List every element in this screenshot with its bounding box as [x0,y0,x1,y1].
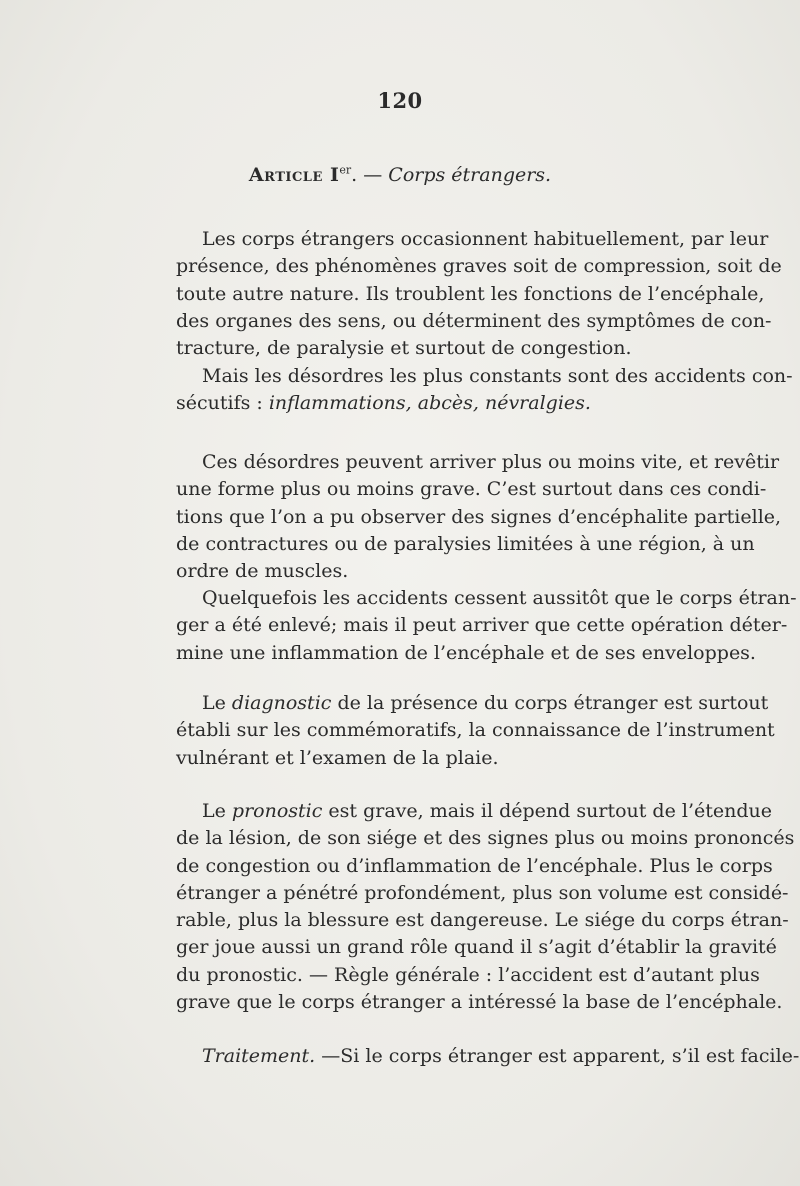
article-ordinal-suffix: er [339,163,352,177]
text-line: tions que l’on a pu observer des signes d’encéphalite partielle, [176,505,782,528]
article-label: Article I [248,164,340,186]
text-line [176,798,772,825]
text-line: de la lésion, de son siége et des signes plus ou moins prononcés [176,827,795,850]
text-line: de congestion ou d’inflammation de l’encéphale. Plus le corps [176,854,773,877]
text-line: ger a été enlevé; mais il peut arriver que cette opération déter- [176,614,788,637]
text-line: ordre de muscles. [176,560,349,583]
paragraph-1 [176,226,782,362]
text-line: établi sur les commémoratifs, la connaissance de l’instrument [176,719,775,742]
text-line: du pronostic. — Règle générale : l’accident est d’autant plus [176,963,760,986]
italic-term: pronostic [231,800,323,822]
heading-separator: . — [351,164,389,186]
paragraph-2 [176,363,793,418]
paragraph-diagnostic [176,690,775,772]
text-line [176,390,736,417]
text-line: rable, plus la blessure est dangereuse. Le siége du corps étran- [176,909,789,932]
text-line: étranger a pénétré profondément, plus son volume est considé- [176,881,789,904]
text-line: Ces désordres peuvent arriver plus ou moins vite, et revêtir [202,451,780,473]
text-line: grave que le corps étranger a intéressé la base de l’encéphale. [176,991,783,1014]
text-line: tracture, de paralysie et surtout de congestion. [176,337,632,360]
paragraph-traitement [176,1043,800,1070]
text-fragment: Le [202,800,232,822]
paragraph-3 [176,449,782,585]
article-heading [0,164,800,186]
italic-list: inflammations, abcès, névralgies. [268,392,591,415]
article-title: Corps étrangers. [388,164,552,186]
italic-term: diagnostic [231,692,332,714]
text-line: des organes des sens, ou déterminent des symptômes de con- [176,309,772,332]
text-line: de contractures ou de paralysies limitées à une région, à un [176,532,755,555]
text-line: présence, des phénomènes graves soit de compression, soit de [176,255,782,278]
text-line: mine une inflammation de l’encéphale et de ses enveloppes. [176,641,756,664]
text-fragment: —Si le corps étranger est apparent, s’il est facile- [315,1045,800,1067]
paragraph-pronostic [176,798,795,1016]
italic-term: Traitement. [202,1045,316,1067]
text-fragment: sécutifs : [176,392,269,415]
text-line [176,1043,800,1070]
paragraph-4 [176,585,797,667]
text-fragment: de la présence du corps étranger est surtout [331,692,769,714]
text-line: toute autre nature. Ils troublent les fonctions de l’encéphale, [176,282,765,305]
text-line: vulnérant et l’examen de la plaie. [176,746,499,769]
page-number: 120 [377,88,423,113]
text-line: une forme plus ou moins grave. C’est surtout dans ces condi- [176,478,767,501]
text-line [176,690,769,717]
text-line: Les corps étrangers occasionnent habituellement, par leur [202,228,769,250]
text-fragment: est grave, mais il dépend surtout de l’étendue [322,800,772,822]
text-line: Quelquefois les accidents cessent aussitôt que le corps étran- [202,587,797,609]
text-line: Mais les désordres les plus constants sont des accidents con- [202,365,793,387]
text-fragment: Le [202,692,232,714]
text-line: ger joue aussi un grand rôle quand il s’agit d’établir la gravité [176,936,777,959]
